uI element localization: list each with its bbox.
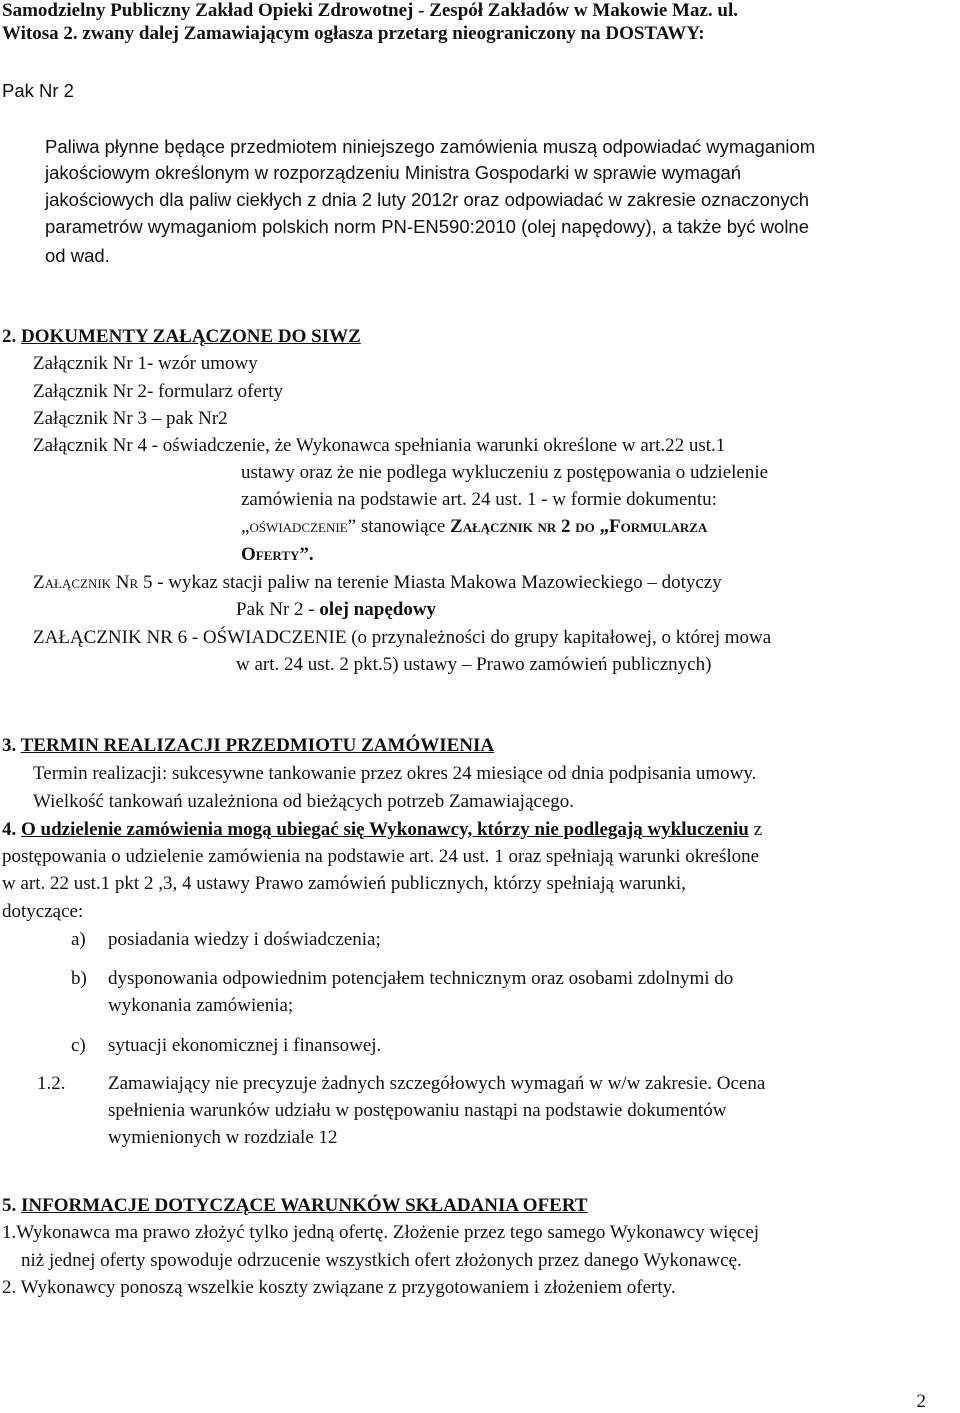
attachment-4-document — [241, 515, 707, 540]
z5-alacznik: AŁĄCZNIK — [44, 576, 112, 591]
ref-end: ”. — [299, 544, 314, 565]
page-number: 2 — [916, 1391, 926, 1412]
section-5-line-1: 1.Wykonawca ma prawo złożyć tylko jedną ofertę. Złożenie przez tego samego Wykonawcy więcej — [2, 1222, 760, 1243]
section-3-line-2: Wielkość tankowań uzależniona od bieżących potrzeb Zamawiającego. — [33, 791, 575, 812]
ref-form-initial: „F — [599, 516, 621, 537]
attachment-4-line-3: zamówienia na podstawie art. 24 ust. 1 - w formie dokumentu: — [241, 489, 717, 510]
ref-two: 2 — [561, 516, 571, 537]
z5-pak: Pak Nr 2 - — [236, 599, 320, 620]
z5-rest: 5 - wykaz stacji paliw na terenie Miasta Makowa Mazowieckiego – dotyczy — [138, 572, 722, 593]
pak-text-line-5: od wad. — [45, 245, 110, 266]
pak-heading: Pak Nr 2 — [2, 80, 74, 101]
statement-word: OŚWIADCZENIE — [249, 520, 348, 535]
statement-mid: stanowiące — [356, 516, 450, 537]
attachment-6-line-2: w art. 24 ust. 2 pkt.5) ustawy – Prawo zamówień publicznych) — [236, 654, 712, 675]
attachment-4-line-1: Załącznik Nr 4 - oświadczenie, że Wykonawca spełniania warunki określone w art.22 ust.1 — [33, 435, 726, 456]
ref-offer-rest: FERTY — [255, 548, 300, 563]
section-4-title: O udzielenie zamówienia mogą ubiegać się Wykonawcy, którzy nie podlegają wykluczeniu — [21, 819, 749, 840]
section-3-number: 3. — [2, 735, 21, 756]
list-item-a-text: posiadania wiedzy i doświadczenia; — [108, 929, 381, 950]
ref-offer-initial: O — [241, 544, 256, 565]
section-5-line-3: 2. Wykonawcy ponoszą wszelkie koszty związane z przygotowaniem i złożeniem oferty. — [2, 1277, 676, 1298]
list-item-c-text: sytuacji ekonomicznej i finansowej. — [108, 1035, 382, 1056]
section-2-title: DOKUMENTY ZAŁĄCZONE DO SIWZ — [21, 326, 361, 347]
section-5-heading — [2, 1194, 588, 1218]
subsection-1-2-line-3: wymienionych w rozdziale 12 — [108, 1127, 338, 1148]
attachment-5-pak — [236, 598, 436, 622]
section-4-line-3: dotyczące: — [2, 901, 84, 922]
attachment-5 — [33, 571, 722, 596]
section-2-heading — [2, 325, 361, 349]
attachment-4-document-end — [241, 543, 314, 568]
z5-z: Z — [33, 572, 45, 593]
subsection-1-2-line-2: spełnienia warunków udziału w postępowaniu nastąpi na podstawie dokumentów — [108, 1100, 727, 1121]
header-line-1: Samodzielny Publiczny Zakład Opieki Zdrowotnej - Zespół Zakładów w Makowie Maz. ul. — [2, 0, 738, 21]
attachment-1: Załącznik Nr 1- wzór umowy — [33, 353, 258, 374]
z5-n: N — [115, 572, 130, 593]
section-2-number: 2. — [2, 326, 21, 347]
header-line-2: Witosa 2. zwany dalej Zamawiającym ogłasza przetarg nieograniczony na DOSTAWY: — [2, 23, 705, 44]
ref-z: Z — [450, 516, 463, 537]
list-item-b-text-1: dysponowania odpowiednim potencjałem technicznym oraz osobami zdolnymi do — [108, 968, 734, 989]
section-3-heading — [2, 734, 494, 758]
section-4-line-2: w art. 22 ust.1 pkt 2 ,3, 4 ustawy Prawo zamówień publicznych, którzy spełniają warunki, — [2, 873, 686, 894]
subsection-1-2-label: 1.2. — [37, 1073, 66, 1094]
attachment-6-line-1: ZAŁĄCZNIK NR 6 - OŚWIADCZENIE (o przynależności do grupy kapitałowej, o której mowa — [33, 627, 772, 648]
list-item-b-text-2: wykonania zamówienia; — [108, 995, 294, 1016]
ref-form-rest: ORMULARZA — [620, 520, 708, 535]
pak-text-line-4: parametrów wymaganiom polskich norm PN-EN590:2010 (olej napędowy), a także być wolne — [45, 216, 810, 237]
pak-text-line-2: jakościowym określonym w rozporządzeniu Ministra Gospodarki w sprawie wymagań — [45, 162, 742, 183]
section-4-number: 4. — [2, 819, 21, 840]
list-item-a-label: a) — [71, 929, 86, 950]
pak-text-line-1: Paliwa płynne będące przedmiotem niniejszego zamówienia muszą odpowiadać wymaganiom — [45, 136, 816, 157]
z5-fuel: olej napędowy — [319, 599, 437, 620]
list-item-b-label: b) — [71, 968, 87, 989]
quote-close: ” — [347, 516, 357, 537]
ref-do: DO — [575, 520, 595, 535]
section-4-title-tail: z — [748, 819, 762, 840]
attachment-3: Załącznik Nr 3 – pak Nr2 — [33, 408, 228, 429]
subsection-1-2-line-1: Zamawiający nie precyzuje żadnych szczegółowych wymagań w w/w zakresie. Ocena — [108, 1073, 766, 1094]
form-attachment-ref — [450, 516, 707, 537]
section-3-title: TERMIN REALIZACJI PRZEDMIOTU ZAMÓWIENIA — [20, 735, 495, 756]
section-5-line-2: niż jednej oferty spowoduje odrzucenie wszystkich ofert złożonych przez danego Wykonawcę. — [21, 1250, 742, 1271]
ref-nr: NR — [537, 520, 557, 535]
section-5-number: 5. — [2, 1195, 21, 1216]
section-5-title: INFORMACJE DOTYCZĄCE WARUNKÓW SKŁADANIA OFERT — [21, 1195, 588, 1216]
ref-alacznik: AŁĄCZNIK — [462, 520, 533, 535]
attachment-4-line-2: ustawy oraz że nie podlega wykluczeniu z postępowania o udzielenie — [241, 462, 769, 483]
list-item-c-label: c) — [71, 1035, 86, 1056]
pak-text-line-3: jakościowych dla paliw ciekłych z dnia 2 luty 2012r oraz odpowiadać w zakresie oznaczonych — [45, 189, 810, 210]
section-4-heading — [2, 818, 762, 842]
z5-r: R — [129, 576, 139, 591]
section-3-line-1: Termin realizacji: sukcesywne tankowanie przez okres 24 miesiące od dnia podpisania umowy. — [33, 763, 757, 784]
section-4-line-1: postępowania o udzielenie zamówienia na podstawie art. 24 ust. 1 oraz spełniają warunki określone — [2, 846, 760, 867]
attachment-2: Załącznik Nr 2- formularz oferty — [33, 381, 284, 402]
quote-open: „ — [241, 516, 250, 537]
